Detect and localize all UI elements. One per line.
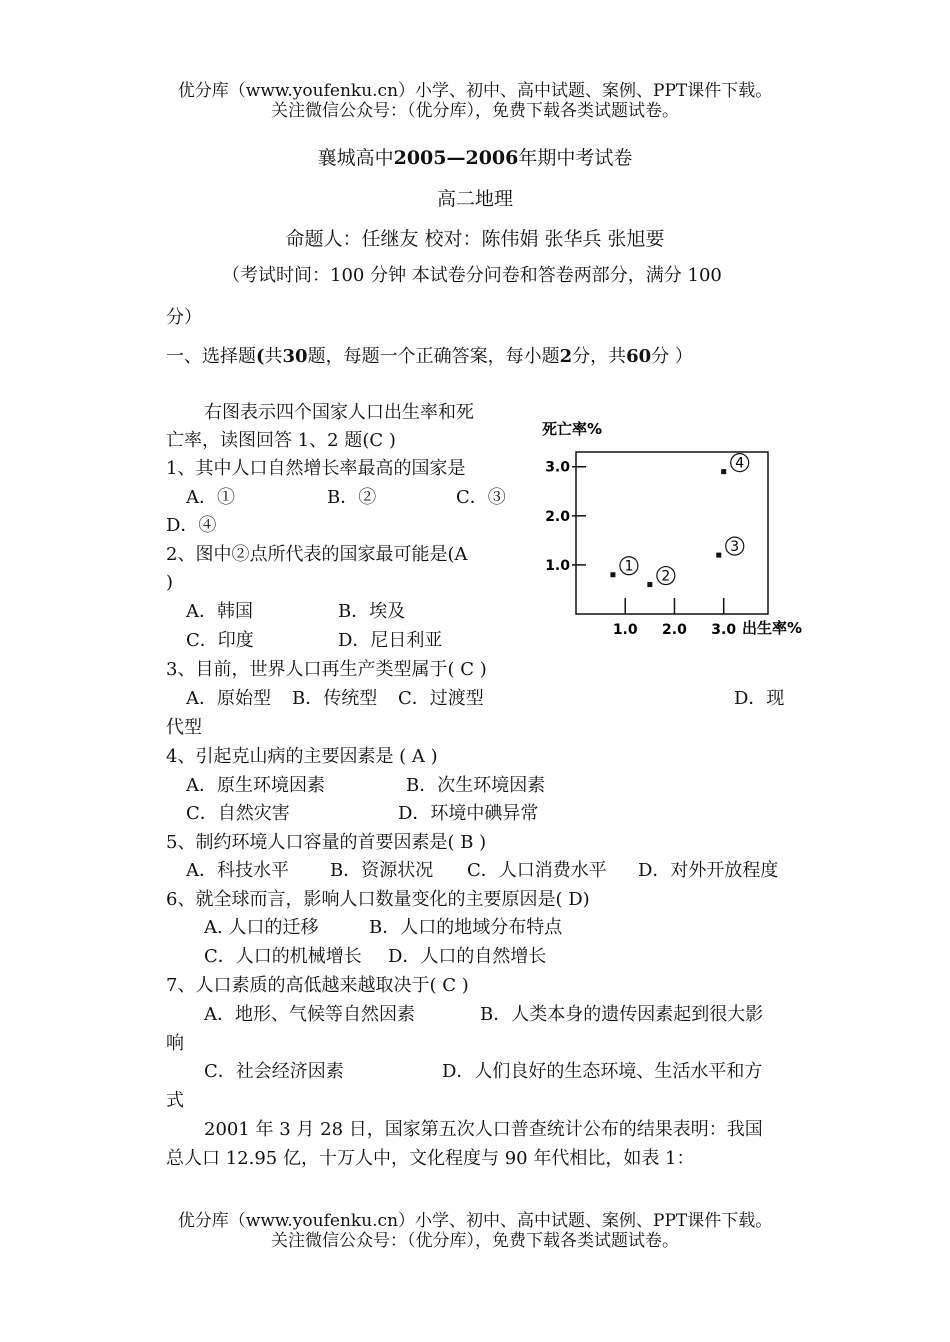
- q3-option-d: D．现: [734, 688, 785, 709]
- title-suffix: 年期中考试卷: [518, 147, 633, 169]
- q5-option-a: A．科技水平: [186, 860, 289, 881]
- section-paren: (: [256, 346, 265, 367]
- census-line-1: 2001 年 3 月 28 日，国家第五次人口普查统计公布的结果表明：我国: [204, 1119, 763, 1140]
- q7-option-d-end: 式: [166, 1090, 184, 1111]
- q7-stem: 7、人口素质的高低越来越取决于( C ): [166, 975, 469, 996]
- q6-option-d: D．人口的自然增长: [388, 946, 547, 967]
- section-total: 60: [626, 346, 652, 367]
- y-axis-label: 死亡率%: [542, 420, 603, 438]
- x-tick-label: 2.0: [662, 622, 687, 638]
- q5-option-d: D．对外开放程度: [638, 860, 779, 881]
- q4-stem: 4、引起克山病的主要因素是 ( A ): [166, 746, 438, 767]
- q6-option-a: A. 人口的迁移: [204, 917, 319, 938]
- data-point: [721, 469, 726, 474]
- q7-option-a: A．地形、气候等自然因素: [204, 1004, 415, 1025]
- q7-option-b-end: 响: [166, 1033, 184, 1054]
- q1-option-d: D．④: [166, 515, 217, 536]
- section-text-2: 题，每题一个正确答案，每小题: [307, 346, 560, 367]
- data-point: [647, 582, 652, 587]
- birth-death-rate-chart: [530, 410, 820, 645]
- q6-option-b: B．人口的地域分布特点: [369, 917, 563, 938]
- q1-option-a: A．①: [186, 487, 235, 508]
- q7-option-c: C．社会经济因素: [204, 1061, 344, 1082]
- q2-option-d: D．尼日利亚: [338, 630, 443, 651]
- q2-option-c: C．印度: [186, 630, 254, 651]
- point-label: 4: [735, 455, 745, 472]
- q1-option-c: C．③: [456, 487, 506, 508]
- q2-stem-end: ): [166, 572, 174, 593]
- subject-title: 高二地理: [436, 188, 513, 210]
- q4-option-b: B．次生环境因素: [406, 775, 546, 796]
- section-prefix: 一、选择题: [166, 346, 256, 367]
- y-tick-label: 2.0: [545, 508, 570, 525]
- section-heading: [166, 343, 693, 371]
- data-point: [610, 572, 615, 577]
- q3-option-c: C．过渡型: [398, 688, 484, 709]
- authors-line: 命题人：任继友 校对：陈伟娟 张华兵 张旭要: [285, 228, 665, 250]
- q7-option-b: B．人类本身的遗传因素起到很大影: [480, 1004, 764, 1025]
- q5-option-c: C．人口消费水平: [467, 860, 607, 881]
- section-per-score: 2: [559, 346, 573, 367]
- q4-option-c: C．自然灾害: [186, 803, 290, 824]
- x-axis-label: 出生率%: [742, 619, 803, 637]
- footer-line-1: 优分库（www.youfenku.cn）小学、初中、高中试题、案例、PPT课件下载。: [177, 1211, 773, 1231]
- q1-stem: 1、其中人口自然增长率最高的国家是: [166, 458, 466, 479]
- y-tick-label: 1.0: [545, 557, 570, 574]
- intro-line-2: 亡率，读图回答 1、2 题(C ): [166, 430, 396, 451]
- section-text-3: 分，共: [572, 346, 627, 367]
- header-line-2: 关注微信公众号：（优分库），免费下载各类试题试卷。: [271, 101, 679, 121]
- header-line-1: 优分库（www.youfenku.cn）小学、初中、高中试题、案例、PPT课件下载。: [177, 81, 773, 101]
- point-label: 2: [661, 568, 671, 585]
- q6-stem: 6、就全球而言，影响人口数量变化的主要原因是( D): [166, 889, 590, 910]
- point-label: 1: [624, 558, 634, 575]
- q3-option-b: B．传统型: [292, 688, 378, 709]
- q1-option-b: B．②: [327, 487, 377, 508]
- section-text-1: 共: [264, 346, 283, 367]
- exam-info-line-2: 分）: [166, 307, 202, 328]
- plot-frame: [576, 452, 768, 614]
- title-school: 襄城高中: [317, 147, 394, 169]
- q2-option-b: B．埃及: [338, 601, 406, 622]
- q4-option-d: D．环境中碘异常: [398, 803, 539, 824]
- x-tick-label: 3.0: [711, 622, 737, 638]
- q3-option-d-end: 代型: [166, 717, 202, 738]
- census-line-2: 总人口 12.95 亿，十万人中，文化程度与 90 年代相比，如表 1：: [166, 1148, 695, 1169]
- footer-line-2: 关注微信公众号：（优分库），免费下载各类试题试卷。: [271, 1231, 679, 1251]
- section-text-4: 分 ）: [651, 346, 693, 367]
- q3-option-a: A．原始型: [186, 688, 271, 709]
- q2-option-a: A．韩国: [186, 601, 253, 622]
- q5-stem: 5、制约环境人口容量的首要因素是( B ): [166, 832, 487, 853]
- q4-option-a: A．原生环境因素: [186, 775, 325, 796]
- intro-line-1: 右图表示四个国家人口出生率和死: [204, 402, 474, 423]
- title-years: 2005—2006: [393, 147, 519, 169]
- x-tick-label: 1.0: [612, 622, 638, 638]
- q5-option-b: B．资源状况: [330, 860, 434, 881]
- exam-info-line-1: （考试时间：100 分钟 本试卷分问卷和答卷两部分，满分 100: [222, 265, 722, 286]
- section-count: 30: [282, 346, 308, 367]
- q7-option-d: D．人们良好的生态环境、生活水平和方: [442, 1061, 763, 1082]
- q3-stem: 3、目前，世界人口再生产类型属于( C ): [166, 659, 487, 680]
- y-tick-label: 3.0: [545, 459, 570, 476]
- data-point: [716, 553, 721, 558]
- point-label: 3: [730, 539, 740, 556]
- q6-option-c: C．人口的机械增长: [204, 946, 362, 967]
- q2-stem: 2、图中②点所代表的国家最可能是(A: [166, 544, 468, 565]
- exam-title: [0, 143, 950, 170]
